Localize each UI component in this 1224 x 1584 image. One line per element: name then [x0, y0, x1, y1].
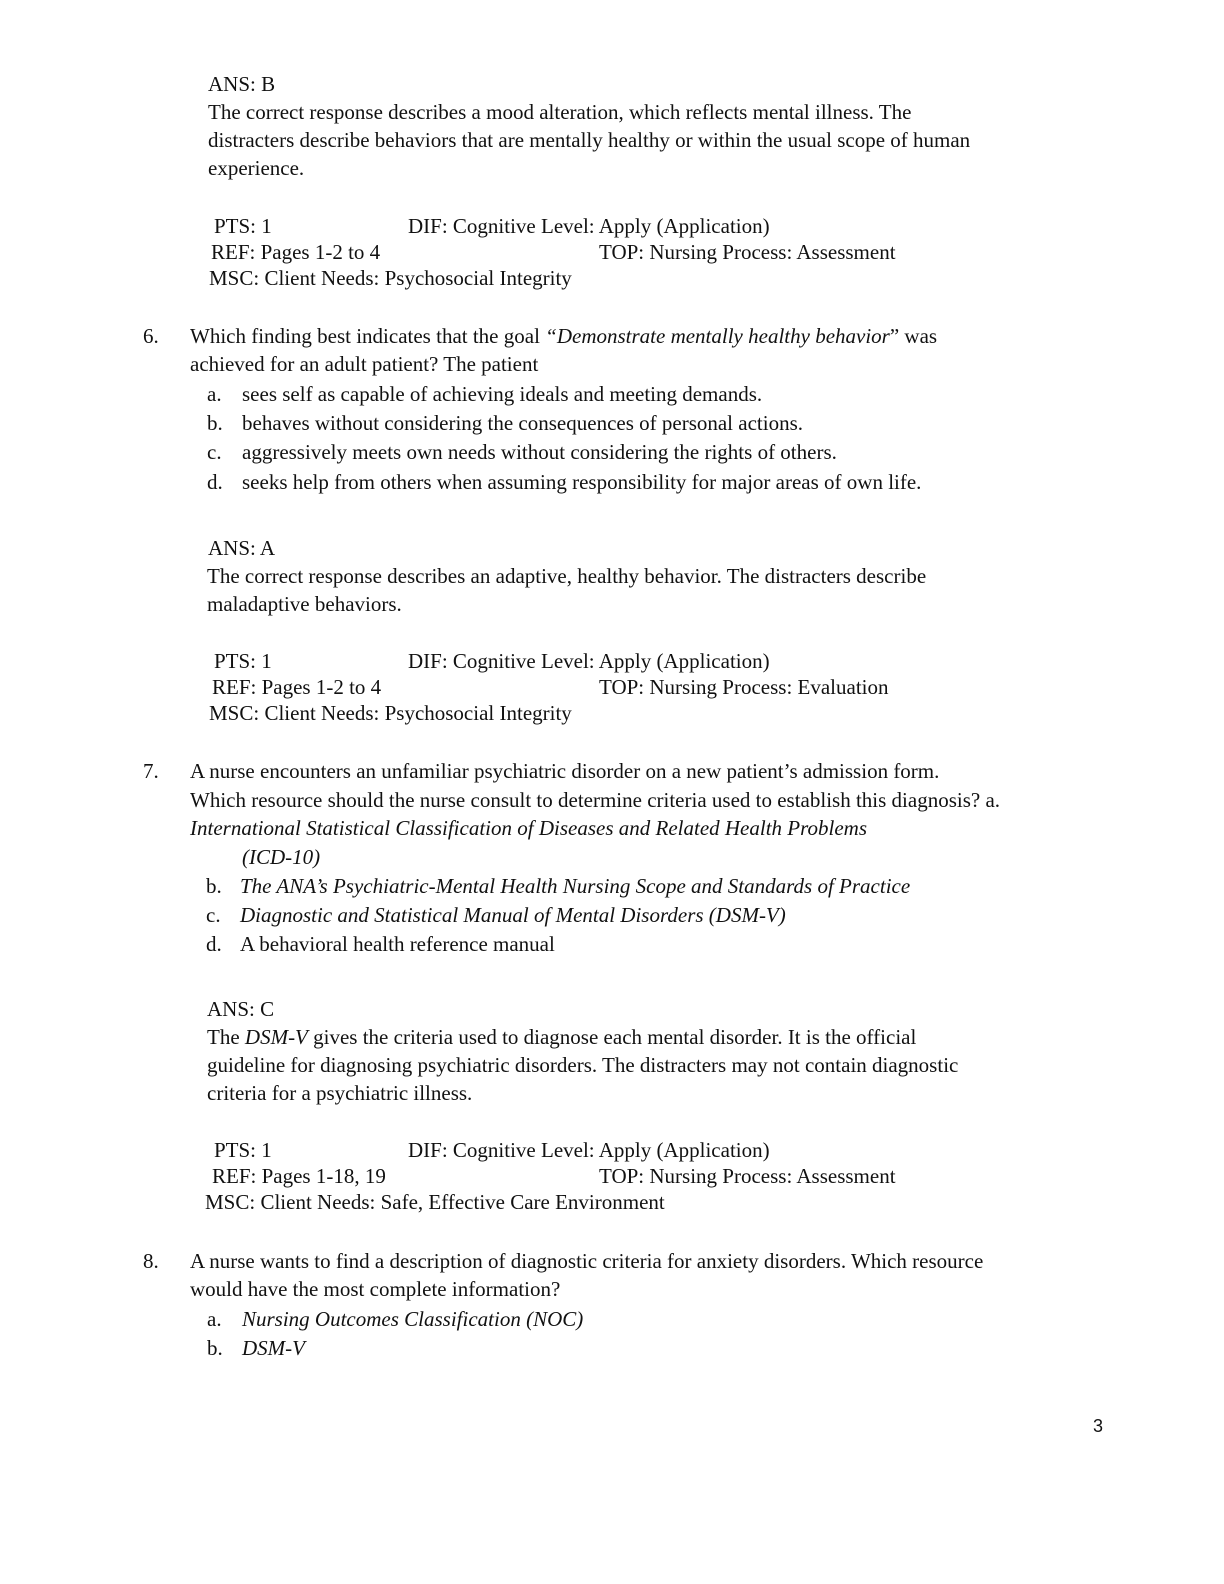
reference: REF: Pages 1-18, 19 [212, 1164, 386, 1188]
difficulty: DIF: Cognitive Level: Apply (Application) [408, 649, 770, 673]
option-text: (ICD-10) [242, 845, 321, 869]
option-text: Diagnostic and Statistical Manual of Mental Disorders (DSM-V) [240, 903, 786, 927]
option-letter: c. [207, 440, 222, 464]
answer-label: ANS: B [208, 72, 276, 96]
option-letter: d. [206, 932, 222, 956]
answer-label: ANS: C [207, 997, 275, 1021]
option-text: DSM-V [242, 1336, 305, 1360]
question-number: 7. [143, 759, 159, 783]
answer-label: ANS: A [208, 536, 276, 560]
rationale-line: The correct response describes an adaptive, healthy behavior. The distracters describe [207, 564, 927, 588]
reference: REF: Pages 1-2 to 4 [212, 675, 382, 699]
rationale-line: The correct response describes a mood alteration, which reflects mental illness. The [208, 100, 912, 124]
option-text: Nursing Outcomes Classification (NOC) [242, 1307, 584, 1331]
points: PTS: 1 [214, 649, 272, 673]
topic: TOP: Nursing Process: Assessment [599, 240, 896, 264]
rationale-line: distracters describe behaviors that are mentally healthy or within the usual scope of human [208, 128, 971, 152]
question-stem: Which finding best indicates that the goal “Demonstrate mentally healthy behavior” was [190, 324, 938, 348]
rationale-line: guideline for diagnosing psychiatric disorders. The distracters may not contain diagnostic [207, 1053, 959, 1077]
question-stem: A nurse wants to find a description of diagnostic criteria for anxiety disorders. Which resource [190, 1249, 984, 1273]
rationale-line: The DSM-V gives the criteria used to diagnose each mental disorder. It is the official [207, 1025, 917, 1049]
rationale-line: experience. [208, 156, 305, 180]
option-letter: b. [206, 874, 222, 898]
reference: REF: Pages 1-2 to 4 [211, 240, 381, 264]
option-letter: b. [207, 1336, 223, 1360]
option-text: aggressively meets own needs without considering the rights of others. [242, 440, 837, 464]
option-letter: a. [207, 1307, 222, 1331]
question-stem: achieved for an adult patient? The patient [190, 352, 539, 376]
difficulty: DIF: Cognitive Level: Apply (Application) [408, 1138, 770, 1162]
question-number: 6. [143, 324, 159, 348]
option-text: behaves without considering the consequences of personal actions. [242, 411, 804, 435]
option-letter: d. [207, 470, 223, 494]
question-stem: would have the most complete information? [190, 1277, 561, 1301]
points: PTS: 1 [214, 1138, 272, 1162]
difficulty: DIF: Cognitive Level: Apply (Application) [408, 214, 770, 238]
option-letter: b. [207, 411, 223, 435]
option-letter: a. [207, 382, 222, 406]
question-number: 8. [143, 1249, 159, 1273]
client-needs: MSC: Client Needs: Safe, Effective Care Environment [205, 1190, 665, 1214]
option-text: sees self as capable of achieving ideals and meeting demands. [242, 382, 763, 406]
rationale-line: criteria for a psychiatric illness. [207, 1081, 473, 1105]
page-number: 3 [1093, 1416, 1104, 1436]
points: PTS: 1 [214, 214, 272, 238]
rationale-line: maladaptive behaviors. [207, 592, 402, 616]
option-letter: c. [206, 903, 221, 927]
question-stem: A nurse encounters an unfamiliar psychiatric disorder on a new patient’s admission form. [190, 759, 940, 783]
option-text: seeks help from others when assuming responsibility for major areas of own life. [242, 470, 922, 494]
question-stem: Which resource should the nurse consult to determine criteria used to establish this diagnosis? a. [190, 788, 1001, 812]
option-text: A behavioral health reference manual [240, 932, 555, 956]
option-text: International Statistical Classification of Diseases and Related Health Problems [190, 816, 868, 840]
client-needs: MSC: Client Needs: Psychosocial Integrity [209, 266, 572, 290]
option-text: The ANA’s Psychiatric-Mental Health Nursing Scope and Standards of Practice [240, 874, 911, 898]
topic: TOP: Nursing Process: Assessment [599, 1164, 896, 1188]
client-needs: MSC: Client Needs: Psychosocial Integrity [209, 701, 572, 725]
topic: TOP: Nursing Process: Evaluation [599, 675, 889, 699]
